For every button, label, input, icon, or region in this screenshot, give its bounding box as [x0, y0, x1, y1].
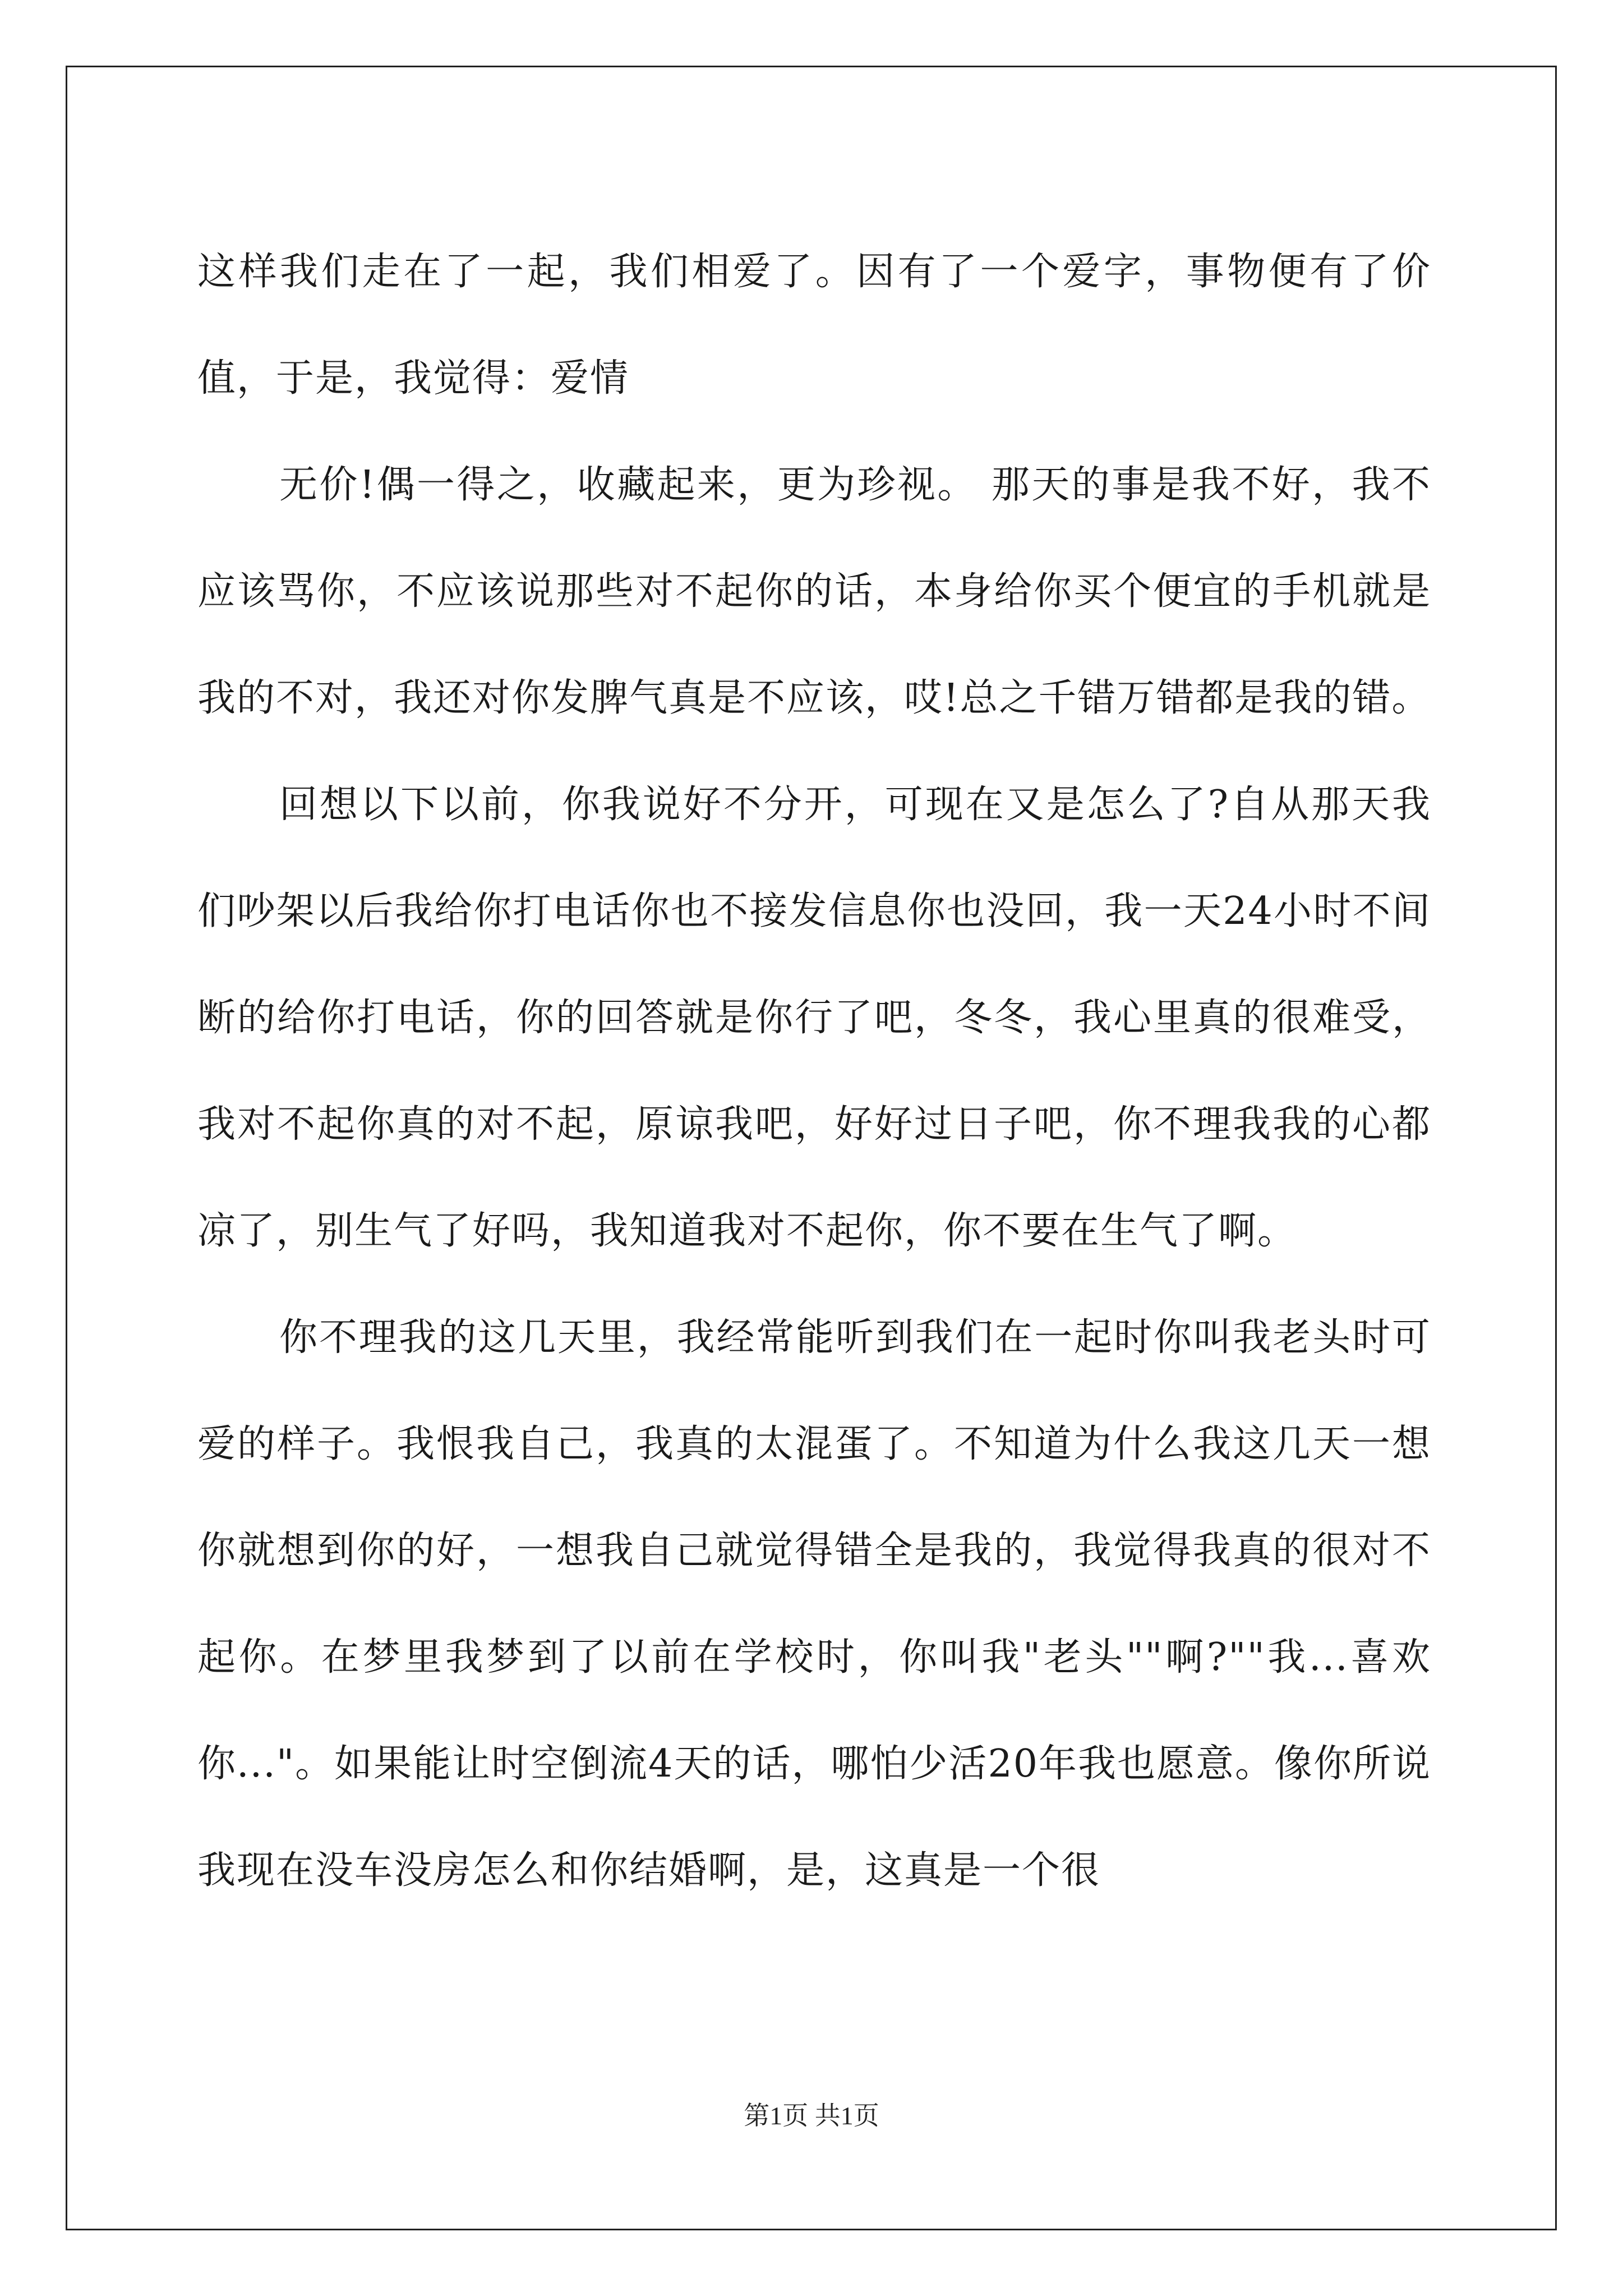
document-body [197, 219, 1431, 1924]
paragraph-4: 你不理我的这几天里，我经常能听到我们在一起时你叫我老头时可爱的样子。我恨我自己，我真的太混蛋了。不知道为什么我这几天一想你就想到你的好，一想我自己就觉得错全是我的，我觉得我真的很对不起你。在梦里我梦到了以前在学校时，你叫我"老头""啊?""我...喜欢你..."。如果能让时空倒流4天的话，哪怕少活20年我也愿意。像你所说我现在没车没房怎么和你结婚啊，是，这真是一个很 [197, 1315, 1431, 1893]
paragraph-3: 回想以下以前，你我说好不分开，可现在又是怎么了?自从那天我们吵架以后我给你打电话你也不接发信息你也没回，我一天24小时不间断的给你打电话，你的回答就是你行了吧，冬冬，我心里真的很难受，我对不起你真的对不起，原谅我吧，好好过日子吧，你不理我我的心都凉了，别生气了好吗，我知道我对不起你，你不要在生气了啊。 [197, 783, 1431, 1253]
paragraph-1: 这样我们走在了一起，我们相爱了。因有了一个爱字，事物便有了价值，于是，我觉得：爱情 [197, 250, 1431, 401]
paragraph-2: 无价!偶一得之，收藏起来，更为珍视。 那天的事是我不好，我不应该骂你，不应该说那些对不起你的话，本身给你买个便宜的手机就是我的不对，我还对你发脾气真是不应该，哎!总之千错万错都是我的错。 [197, 463, 1431, 720]
page-number-footer: 第1页 共1页 [744, 2101, 879, 2130]
